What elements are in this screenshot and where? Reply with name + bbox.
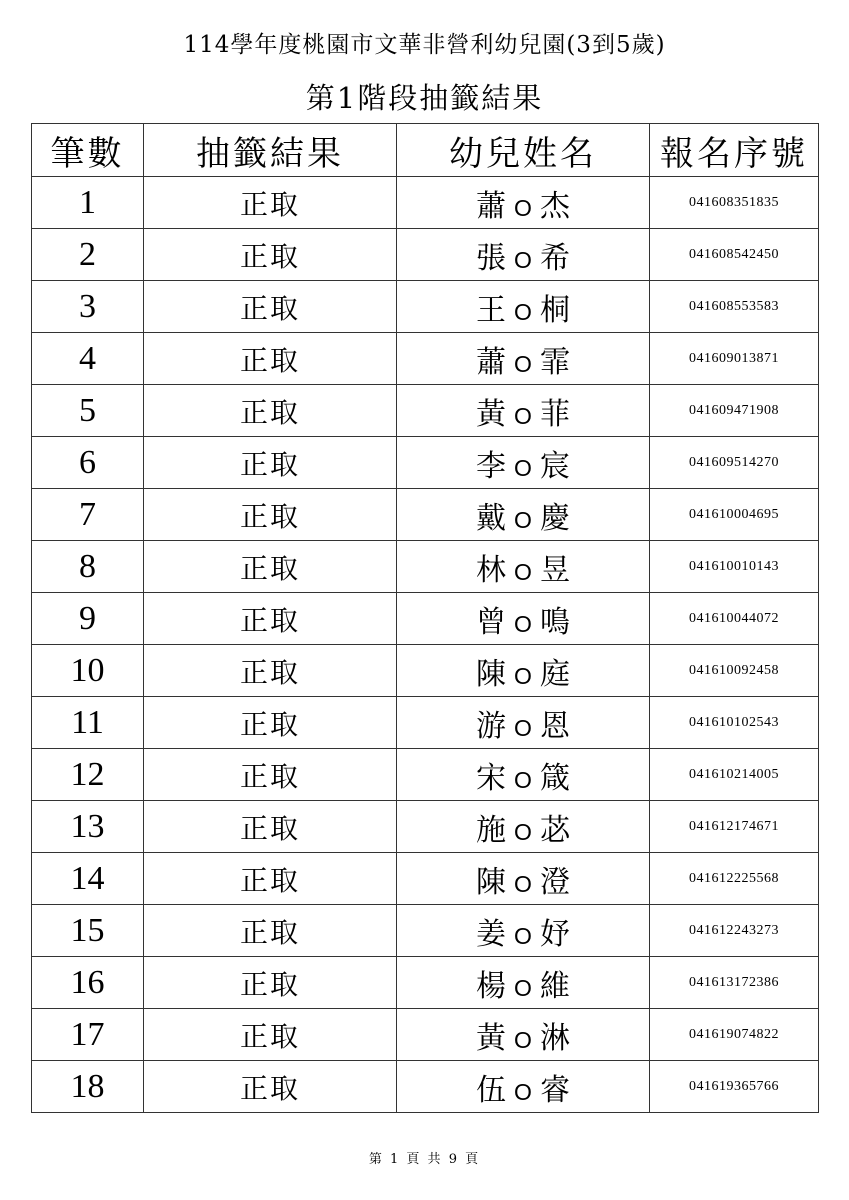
table-body [32, 177, 819, 1113]
table-row [32, 645, 819, 697]
name-mask: O [514, 1026, 532, 1053]
lottery-result: 正取 [144, 229, 397, 281]
table-row [32, 853, 819, 905]
row-number: 1 [32, 177, 144, 229]
child-given-name: 杰 [539, 188, 570, 224]
row-number: 12 [32, 749, 144, 801]
name-mask: O [514, 974, 532, 1001]
page-footer: 第 1 頁 共 9 頁 [368, 1152, 481, 1167]
row-number: 14 [32, 853, 144, 905]
table-row [32, 1009, 819, 1061]
child-given-name: 妤 [539, 916, 570, 952]
lottery-result: 正取 [144, 697, 397, 749]
document-subtitle: 第1階段抽籤結果 [305, 81, 544, 115]
child-surname: 李 [476, 448, 507, 484]
child-name [397, 1009, 650, 1061]
child-surname: 楊 [476, 968, 507, 1004]
child-name [397, 749, 650, 801]
header-child-name: 幼兒姓名 [397, 124, 650, 177]
child-surname: 施 [476, 812, 507, 848]
child-surname: 宋 [476, 760, 507, 796]
registration-number: 041610092458 [650, 645, 819, 697]
lottery-result: 正取 [144, 593, 397, 645]
table-row [32, 385, 819, 437]
lottery-result: 正取 [144, 1009, 397, 1061]
table-row [32, 541, 819, 593]
child-given-name: 睿 [539, 1072, 570, 1108]
child-name [397, 801, 650, 853]
child-surname: 曾 [476, 604, 507, 640]
child-name [397, 593, 650, 645]
child-surname: 蕭 [476, 188, 507, 224]
table-header-row [32, 124, 819, 177]
lottery-result: 正取 [144, 801, 397, 853]
child-given-name: 澄 [539, 864, 570, 900]
name-mask: O [514, 766, 532, 793]
row-number: 15 [32, 905, 144, 957]
name-mask: O [514, 714, 532, 741]
name-mask: O [514, 506, 532, 533]
child-name [397, 645, 650, 697]
child-surname: 蕭 [476, 344, 507, 380]
row-number: 2 [32, 229, 144, 281]
table-row [32, 905, 819, 957]
child-name [397, 697, 650, 749]
child-name [397, 385, 650, 437]
table-row [32, 437, 819, 489]
registration-number: 041610044072 [650, 593, 819, 645]
child-name [397, 905, 650, 957]
lottery-result: 正取 [144, 177, 397, 229]
lottery-result: 正取 [144, 541, 397, 593]
registration-number: 041610004695 [650, 489, 819, 541]
child-name [397, 957, 650, 1009]
row-number: 18 [32, 1061, 144, 1113]
lottery-result: 正取 [144, 385, 397, 437]
registration-number: 041619365766 [650, 1061, 819, 1113]
name-mask: O [514, 610, 532, 637]
row-number: 13 [32, 801, 144, 853]
table-row [32, 957, 819, 1009]
child-name [397, 333, 650, 385]
child-name [397, 177, 650, 229]
lottery-result: 正取 [144, 853, 397, 905]
child-name [397, 229, 650, 281]
row-number: 10 [32, 645, 144, 697]
child-given-name: 維 [539, 968, 570, 1004]
lottery-result: 正取 [144, 645, 397, 697]
registration-number: 041619074822 [650, 1009, 819, 1061]
child-given-name: 恩 [539, 708, 570, 744]
child-given-name: 淋 [539, 1020, 570, 1056]
row-number: 8 [32, 541, 144, 593]
registration-number: 041609514270 [650, 437, 819, 489]
name-mask: O [514, 298, 532, 325]
registration-number: 041608553583 [650, 281, 819, 333]
child-given-name: 菲 [539, 396, 570, 432]
name-mask: O [514, 246, 532, 273]
child-surname: 林 [476, 552, 507, 588]
row-number: 7 [32, 489, 144, 541]
registration-number: 041612225568 [650, 853, 819, 905]
child-surname: 游 [476, 708, 507, 744]
document-title: 114學年度桃園市文華非營利幼兒園(3到5歲) [183, 32, 666, 58]
registration-number: 041609471908 [650, 385, 819, 437]
child-surname: 伍 [476, 1072, 507, 1108]
registration-number: 041610102543 [650, 697, 819, 749]
name-mask: O [514, 454, 532, 481]
registration-number: 041610214005 [650, 749, 819, 801]
table-row [32, 489, 819, 541]
row-number: 11 [32, 697, 144, 749]
name-mask: O [514, 350, 532, 377]
child-name [397, 437, 650, 489]
child-surname: 姜 [476, 916, 507, 952]
registration-number: 041609013871 [650, 333, 819, 385]
name-mask: O [514, 402, 532, 429]
child-name [397, 1061, 650, 1113]
child-name [397, 281, 650, 333]
child-given-name: 桐 [539, 292, 570, 328]
registration-number: 041608542450 [650, 229, 819, 281]
child-given-name: 鳴 [539, 604, 570, 640]
name-mask: O [514, 818, 532, 845]
registration-number: 041612243273 [650, 905, 819, 957]
child-given-name: 霏 [539, 344, 570, 380]
lottery-result: 正取 [144, 905, 397, 957]
child-name [397, 853, 650, 905]
table-row [32, 801, 819, 853]
child-given-name: 苾 [539, 812, 570, 848]
child-given-name: 希 [539, 240, 570, 276]
table-row [32, 281, 819, 333]
child-given-name: 宸 [539, 448, 570, 484]
child-surname: 張 [476, 240, 507, 276]
table-row [32, 749, 819, 801]
child-surname: 陳 [476, 864, 507, 900]
header-result: 抽籤結果 [144, 124, 397, 177]
child-name [397, 489, 650, 541]
child-surname: 戴 [476, 500, 507, 536]
child-given-name: 慶 [539, 500, 570, 536]
name-mask: O [514, 922, 532, 949]
registration-number: 041610010143 [650, 541, 819, 593]
table-row [32, 333, 819, 385]
name-mask: O [514, 1078, 532, 1105]
child-given-name: 昱 [539, 552, 570, 588]
child-surname: 陳 [476, 656, 507, 692]
lottery-results-table [31, 123, 819, 1113]
registration-number: 041612174671 [650, 801, 819, 853]
lottery-result: 正取 [144, 749, 397, 801]
name-mask: O [514, 558, 532, 585]
header-count: 筆數 [32, 124, 144, 177]
table-row [32, 1061, 819, 1113]
row-number: 3 [32, 281, 144, 333]
table-row [32, 177, 819, 229]
header-registration-number: 報名序號 [650, 124, 819, 177]
table-row [32, 697, 819, 749]
lottery-result: 正取 [144, 489, 397, 541]
row-number: 9 [32, 593, 144, 645]
table-row [32, 229, 819, 281]
table-row [32, 593, 819, 645]
row-number: 17 [32, 1009, 144, 1061]
row-number: 16 [32, 957, 144, 1009]
child-surname: 王 [476, 292, 507, 328]
registration-number: 041608351835 [650, 177, 819, 229]
lottery-result: 正取 [144, 1061, 397, 1113]
row-number: 4 [32, 333, 144, 385]
name-mask: O [514, 870, 532, 897]
child-name [397, 541, 650, 593]
child-surname: 黃 [476, 1020, 507, 1056]
name-mask: O [514, 194, 532, 221]
child-given-name: 庭 [539, 656, 570, 692]
name-mask: O [514, 662, 532, 689]
child-given-name: 箴 [539, 760, 570, 796]
registration-number: 041613172386 [650, 957, 819, 1009]
lottery-result: 正取 [144, 281, 397, 333]
lottery-result: 正取 [144, 333, 397, 385]
lottery-result: 正取 [144, 437, 397, 489]
child-surname: 黃 [476, 396, 507, 432]
row-number: 5 [32, 385, 144, 437]
lottery-result: 正取 [144, 957, 397, 1009]
row-number: 6 [32, 437, 144, 489]
